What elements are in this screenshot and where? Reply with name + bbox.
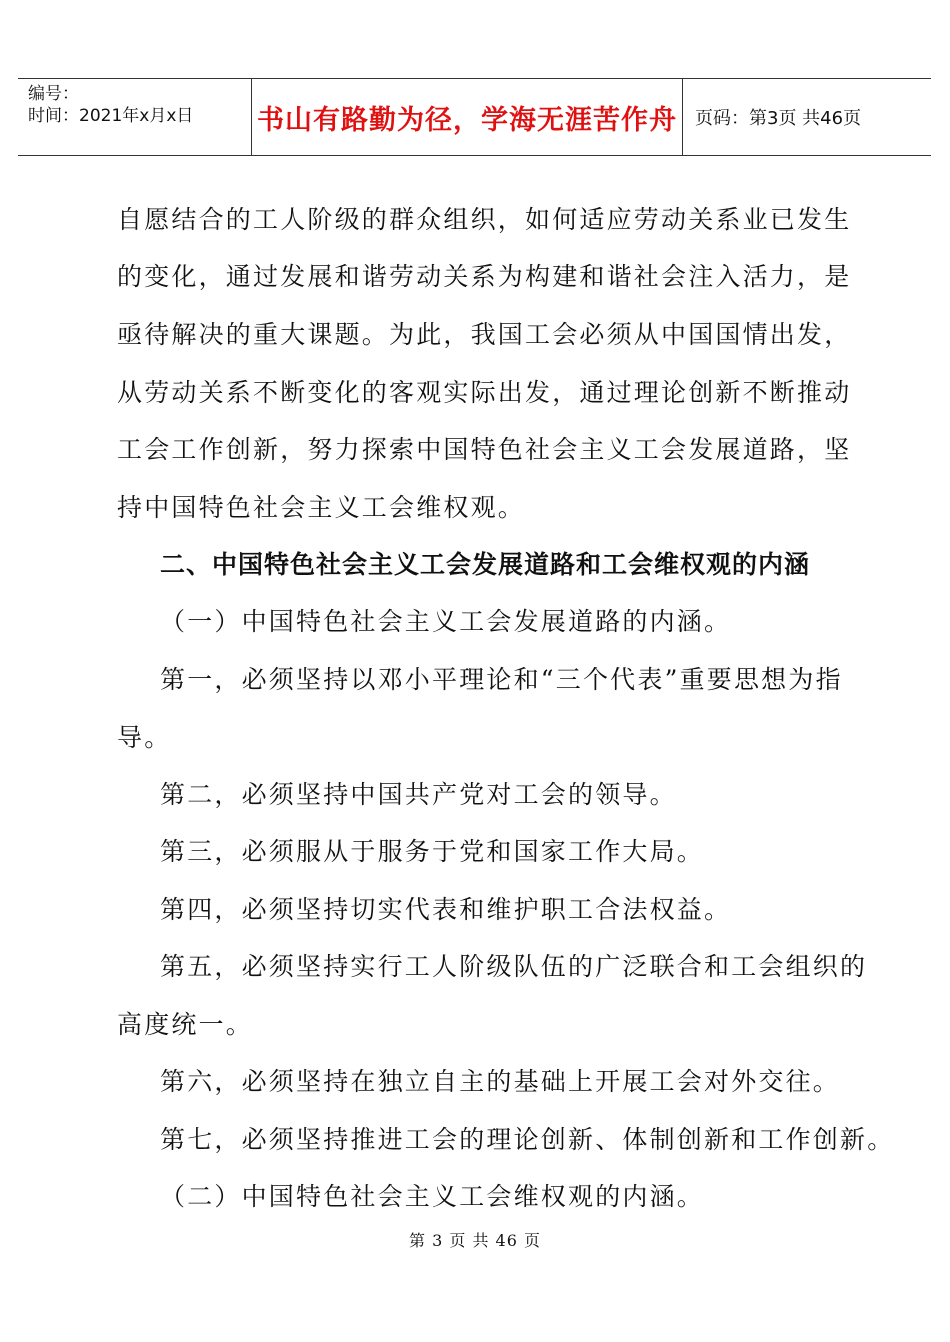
list-item: 第七，必须坚持推进工会的理论创新、体制创新和工作创新。 [160,1125,895,1154]
body-line: 的变化，通过发展和谐劳动关系为构建和谐社会注入活力，是 [117,262,852,291]
subsection-heading: （二）中国特色社会主义工会维权观的内涵。 [160,1182,705,1211]
body-line: 持中国特色社会主义工会维权观。 [117,493,526,522]
list-item-continuation: 导。 [117,723,172,752]
document-time-label: 时间：2021年x月x日 [28,106,194,126]
header-table [18,78,931,156]
list-item: 第五，必须坚持实行工人阶级队伍的广泛联合和工会组织的 [160,952,868,981]
header-page-info: 页码：第3页 共46页 [695,108,862,129]
body-line: 亟待解决的重大课题。为此，我国工会必须从中国国情出发， [117,320,852,349]
header-meta-cell [18,79,252,155]
list-item: 第一，必须坚持以邓小平理论和“三个代表”重要思想为指 [160,665,843,694]
page-footer: 第 3 页 共 46 页 [409,1231,541,1250]
body-line: 工会工作创新，努力探索中国特色社会主义工会发展道路，坚 [117,435,852,464]
body-line: 自愿结合的工人阶级的群众组织，如何适应劳动关系业已发生 [117,205,852,234]
list-item: 第三，必须服从于服务于党和国家工作大局。 [160,837,705,866]
list-item: 第四，必须坚持切实代表和维护职工合法权益。 [160,895,732,924]
body-line: 从劳动关系不断变化的客观实际出发，通过理论创新不断推动 [117,378,852,407]
header-motto: 书山有路勤为径，学海无涯苦作舟 [252,79,683,155]
list-item: 第六，必须坚持在独立自主的基础上开展工会对外交往。 [160,1067,841,1096]
list-item-continuation: 高度统一。 [117,1010,254,1039]
list-item: 第二，必须坚持中国共产党对工会的领导。 [160,780,677,809]
section-heading: 二、中国特色社会主义工会发展道路和工会维权观的内涵 [160,550,811,579]
document-number-label: 编号： [28,84,79,104]
subsection-heading: （一）中国特色社会主义工会发展道路的内涵。 [160,607,732,636]
